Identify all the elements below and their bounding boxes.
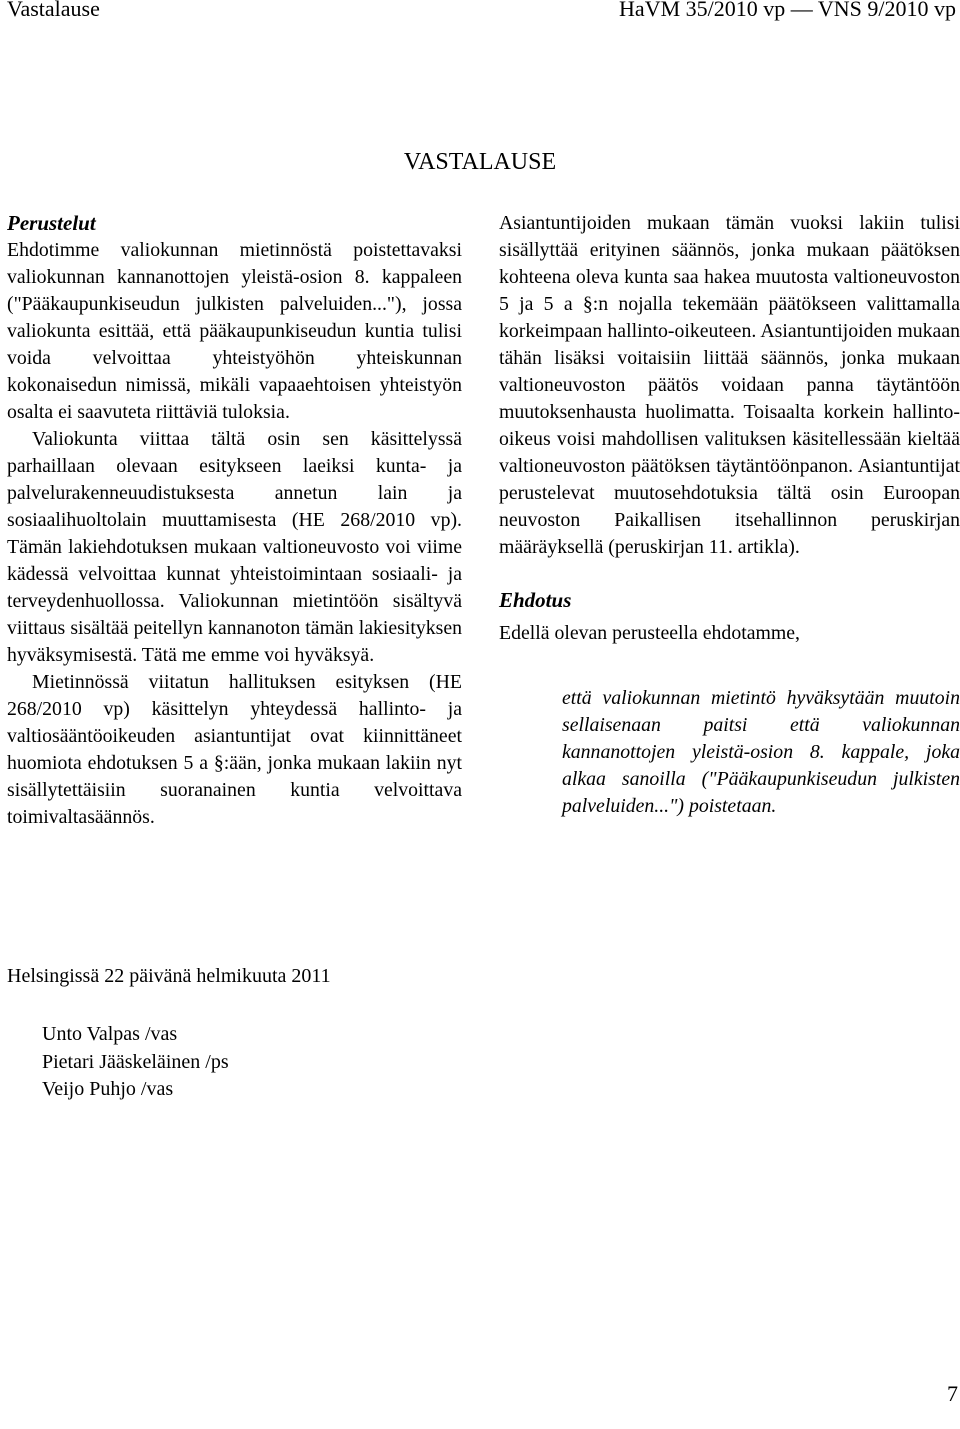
right-column [499, 210, 960, 820]
section-heading-perustelut: Perustelut [7, 211, 96, 235]
page-number: 7 [947, 1381, 958, 1406]
signer-name: Unto Valpas /vas [42, 1023, 178, 1045]
proposal-intro: Edellä olevan perusteella ehdotamme, [499, 622, 800, 644]
proposal-text: että valiokunnan mietintö hyväksytään muutoin sellaisenaan paitsi että valiokunnan kannanottojen yleistä-osion 8. kappale, joka alkaa sanoilla ("Pääkaupunkiseudun julkisten palveluiden...") poistetaan. [562, 687, 960, 817]
paragraph: Asiantuntijoiden mukaan tämän vuoksi lakiin tulisi sisällyttää erityinen säännös, jonka mukaan päätöksen kohteena oleva kunta saa hakea muutosta valtioneuvoston 5 ja 5 a §:n nojalla tekemään päätökseen valittamalla korkeimpaan hallinto-oikeuteen. Asiantuntijoiden mukaan tähän lisäksi voitaisiin liittää säännös, jonka mukaan valtioneuvoston päätös voidaan panna täytäntöön muutoksenhausta huolimatta. Toisaalta korkein hallinto-oikeus voisi mahdollisen valituksen käsitellessään kieltää valtioneuvoston päätöksen täytäntöönpanon. Asiantuntijat perustelevat muutosehdotuksia tältä osin Euroopan neuvoston Paikallisen itsehallinnon peruskirjan määräyksellä (peruskirjan 11. artikla). [499, 212, 960, 558]
left-column [7, 210, 462, 831]
signers-list [42, 1021, 229, 1104]
place-and-date: Helsingissä 22 päivänä helmikuuta 2011 [7, 965, 331, 987]
running-header-right: HaVM 35/2010 vp — VNS 9/2010 vp [619, 0, 956, 21]
signer-name: Veijo Puhjo /vas [42, 1078, 174, 1100]
document-title: VASTALAUSE [403, 149, 557, 175]
paragraph: Ehdotimme valiokunnan mietinnöstä poistettavaksi valiokunnan kannanottojen yleistä-osion 8. kappaleen ("Pääkaupunkiseudun julkisten palveluiden..."), jossa valiokunta esittää, että pääkaupunkiseudun kuntia tulisi voida velvoittaa yhteistyöhön yhteiskunnan kokonaisedun nimissä, mikäli vapaaehtoisen yhteistyön osalta ei saavuteta riittäviä tuloksia. [7, 239, 462, 423]
running-header-left: Vastalause [7, 0, 100, 21]
signer-name: Pietari Jääskeläinen /ps [42, 1050, 229, 1073]
section-heading-ehdotus: Ehdotus [499, 588, 572, 612]
paragraph: Valiokunta viittaa tältä osin sen käsittelyssä parhaillaan olevaan esitykseen laeiksi kunta- ja palvelurakenneuudistuksesta annetun lain ja sosiaalihuoltolain muuttamisesta (HE 268/2010 vp). Tämän lakiehdotuksen mukaan valtioneuvosto voi viime kädessä velvoittaa kunnat yhteistoimintaan sosiaali- ja terveydenhuollossa. Valiokunnan mietintöön sisältyvä viittaus sisältää peitellyn kannanoton tämän lakiesityksen hyväksymisestä. Tätä me emme voi hyväksyä. [7, 428, 462, 666]
paragraph: Mietinnössä viitatun hallituksen esityksen (HE 268/2010 vp) käsittelyn yhteydessä hallinto- ja valtiosääntöoikeuden asiantuntijat ovat kiinnittäneet huomiota ehdotuksen 5 a §:ään, jonka mukaan lakiin nyt sisällytettäisiin suoranainen kuntia velvoittava toimivaltasäännös. [7, 671, 462, 828]
